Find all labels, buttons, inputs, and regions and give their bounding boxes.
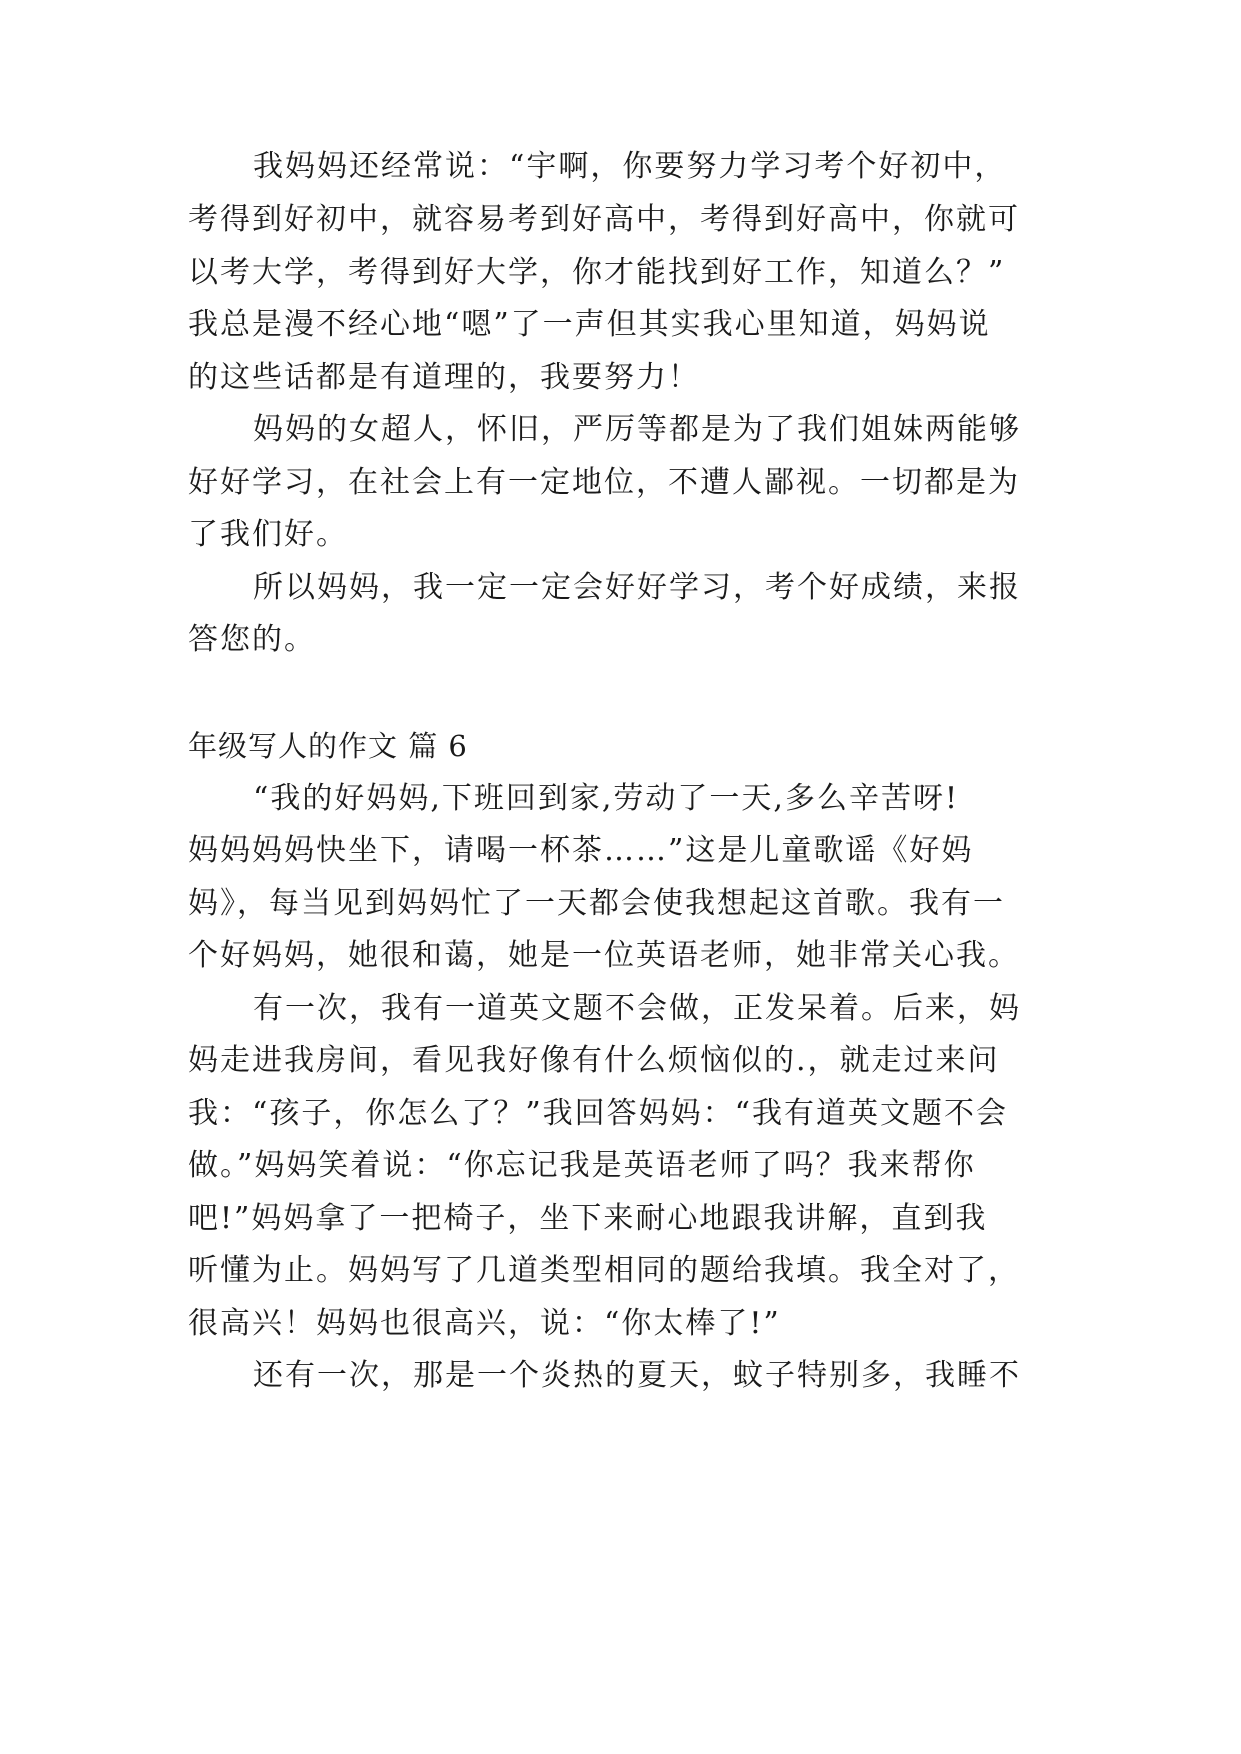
text-line: 了我们好。 — [188, 517, 348, 552]
text-line: 很高兴！妈妈也很高兴，说：“你太棒了!” — [188, 1306, 781, 1341]
text-line: 考得到好初中，就容易考到好高中，考得到好高中，你就可 — [188, 202, 1020, 237]
text-line: 有一次，我有一道英文题不会做，正发呆着。后来，妈 — [253, 991, 1021, 1026]
text-line: 吧!”妈妈拿了一把椅子，坐下来耐心地跟我讲解，直到我 — [188, 1201, 988, 1236]
text-line: 个好妈妈，她很和蔼，她是一位英语老师，她非常关心我。 — [188, 938, 1020, 973]
text-line: 妈妈的女超人，怀旧，严厉等都是为了我们姐妹两能够 — [253, 412, 1021, 447]
text-line: 所以妈妈，我一定一定会好好学习，考个好成绩，来报 — [253, 570, 1021, 605]
text-line: 我妈妈还经常说：“宇啊，你要努力学习考个好初中， — [253, 149, 1007, 184]
text-line: 听懂为止。妈妈写了几道类型相同的题给我填。我全对了， — [188, 1253, 1020, 1288]
text-line: 以考大学，考得到好大学，你才能找到好工作，知道么？” — [188, 255, 1006, 290]
text-line: 还有一次，那是一个炎热的夏天，蚊子特别多，我睡不 — [253, 1358, 1021, 1393]
text-line: 我：“孩子，你怎么了？”我回答妈妈：“我有道英文题不会 — [188, 1096, 1009, 1131]
text-line: 妈走进我房间，看见我好像有什么烦恼似的.，就走过来问 — [188, 1043, 1000, 1078]
text-line: 答您的。 — [188, 622, 316, 657]
text-line: 做。”妈妈笑着说：“你忘记我是英语老师了吗？我来帮你 — [188, 1148, 976, 1183]
text-line: “我的好妈妈,下班回到家,劳动了一天,多么辛苦呀! — [253, 781, 960, 816]
section-heading: 年级写人的作文 篇 6 — [188, 729, 468, 763]
text-line: 的这些话都是有道理的，我要努力！ — [188, 360, 700, 395]
text-line: 妈妈妈妈快坐下，请喝一杯茶……”这是儿童歌谣《好妈 — [188, 833, 974, 868]
text-line: 妈》，每当见到妈妈忙了一天都会使我想起这首歌。我有一 — [188, 886, 1005, 921]
text-line: 我总是漫不经心地“嗯”了一声但其实我心里知道，妈妈说 — [188, 307, 991, 342]
text-line: 好好学习，在社会上有一定地位，不遭人鄙视。一切都是为 — [188, 465, 1020, 500]
